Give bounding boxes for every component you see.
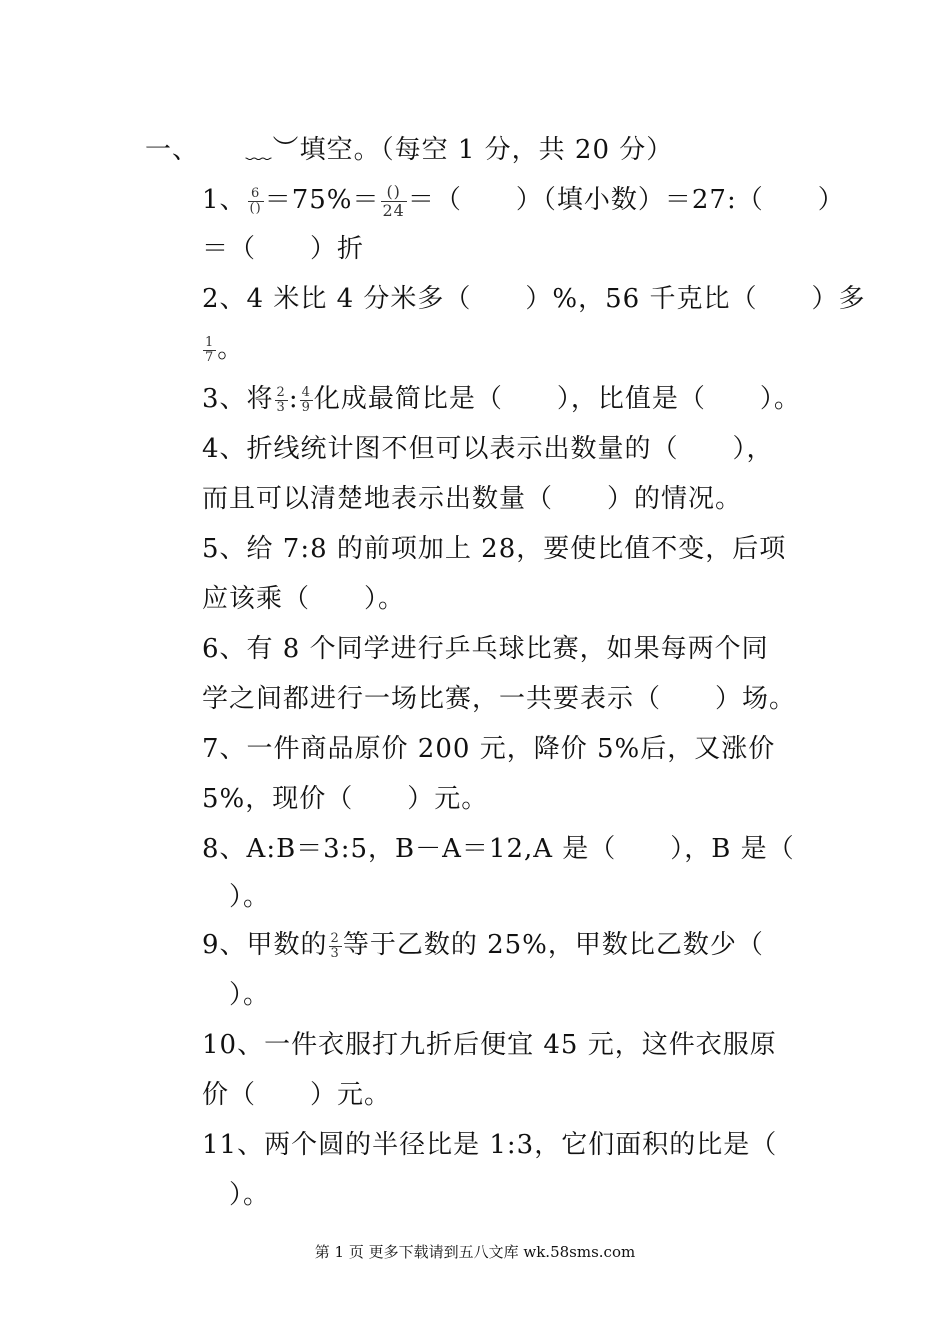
section-glyph: ﹏︶: [245, 135, 300, 165]
fraction: $\frac{2}{3}$: [330, 930, 340, 961]
fraction: $\frac{()}{24}$: [382, 181, 405, 220]
fraction: $\frac{4}{9}$: [301, 384, 311, 415]
question-9-line-2: ）。: [202, 980, 271, 1010]
question-2-line-2: $\frac{1}{7}$ 。: [205, 334, 245, 365]
question-5-line-1: 5、给 7:8 的前项加上 28，要使比值不变，后项: [202, 534, 787, 564]
question-3: 3、将 $\frac{2}{3}$ : $\frac{4}{9}$ 化成最简比是（ ），比值是（ ）。: [202, 384, 801, 415]
question-7-line-1: 7、一件商品原价 200 元，降价 5%后，又涨价: [202, 734, 776, 764]
section-heading: [145, 125, 673, 175]
question-8-line-1: 8、A:B＝3:5，B－A＝12,A 是（ ），B 是（: [202, 834, 795, 864]
question-4-line-2: 而且可以清楚地表示出数量（ ）的情况。: [202, 484, 743, 514]
question-6-line-1: 6、有 8 个同学进行乒乓球比赛，如果每两个同: [202, 634, 769, 664]
page-footer: 第 1 页 更多下载请到五八文库 wk.58sms.com: [314, 1243, 636, 1261]
question-4-line-1: 4、折线统计图不但可以表示出数量的（ ），: [202, 434, 774, 464]
question-11-line-2: ）。: [202, 1180, 271, 1210]
question-1-line-2: ＝（ ）折: [202, 234, 365, 264]
question-2-line-1: 2、4 米比 4 分米多（ ）%，56 千克比（ ）多: [202, 284, 866, 314]
fraction: $\frac{6}{()}$: [249, 185, 262, 216]
question-5-line-2: 应该乘（ ）。: [202, 584, 406, 614]
question-6-line-2: 学之间都进行一场比赛，一共要表示（ ）场。: [202, 684, 797, 714]
question-8-line-2: ）。: [202, 882, 271, 912]
fraction: $\frac{2}{3}$: [276, 384, 286, 415]
question-1-line-1: 1、 $\frac{6}{()}$ ＝75%＝ $\frac{()}{24}$ ＝（ ）（填小数）＝27:（ ）: [202, 181, 845, 220]
fraction: $\frac{1}{7}$: [205, 334, 215, 365]
question-10-line-1: 10、一件衣服打九折后便宜 45 元，这件衣服原: [202, 1030, 777, 1060]
section-title: 填空。（每空 1 分，共 20 分）: [299, 135, 674, 165]
question-9-line-1: 9、甲数的 $\frac{2}{3}$ 等于乙数的 25%，甲数比乙数少（: [202, 930, 764, 961]
question-11-line-1: 11、两个圆的半径比是 1:3，它们面积的比是（: [202, 1130, 778, 1160]
question-10-line-2: 价（ ）元。: [202, 1080, 392, 1110]
question-7-line-2: 5%，现价（ ）元。: [202, 784, 489, 814]
section-number: 一、: [145, 135, 200, 165]
